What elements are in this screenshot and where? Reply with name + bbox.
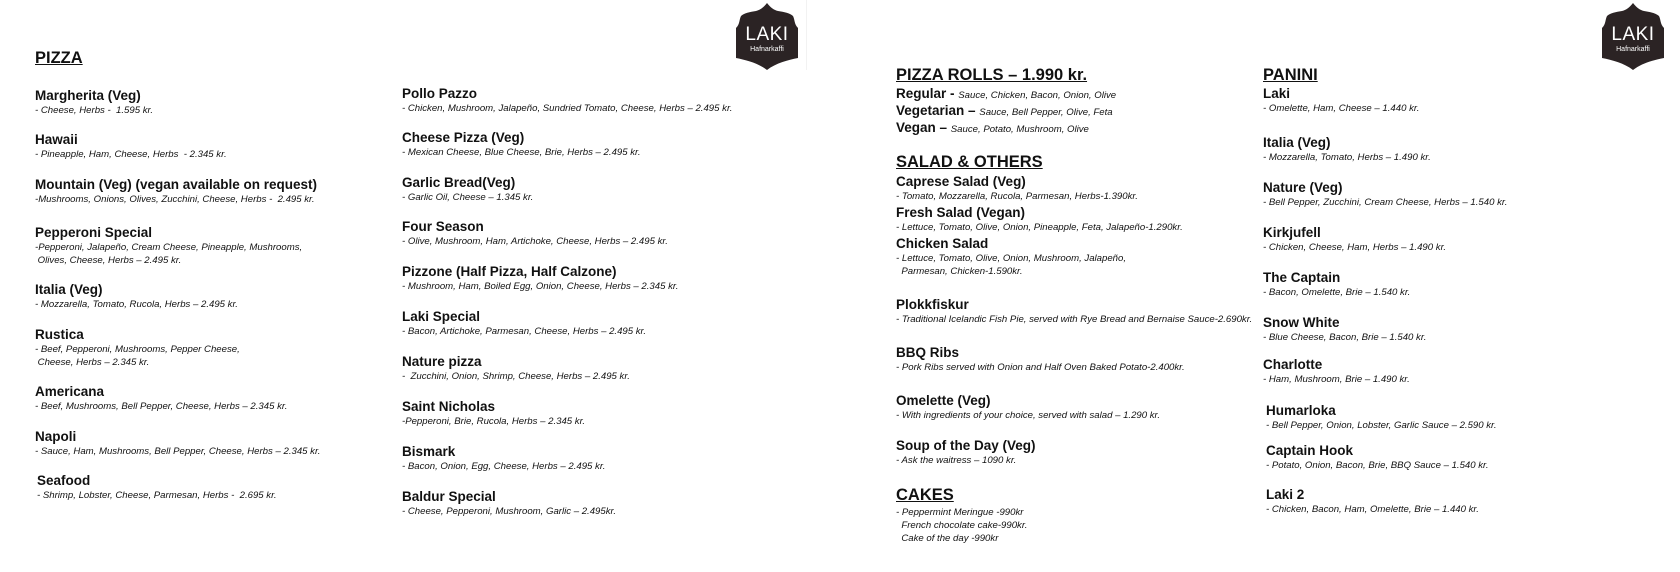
menu-item: [35, 132, 227, 161]
item-name: Garlic Bread(Veg): [402, 175, 516, 190]
item-description: Sauce, Chicken, Bacon, Onion, Olive: [958, 90, 1117, 101]
menu-item: [896, 120, 1089, 138]
menu-item: [1266, 443, 1489, 472]
menu-item: [1263, 86, 1419, 115]
menu-item: [402, 175, 533, 204]
item-name: Laki: [1263, 86, 1291, 101]
item-name: BBQ Ribs: [896, 345, 960, 360]
item-name: Plokkfiskur: [896, 297, 969, 312]
item-description: - Mozzarella, Tomato, Herbs – 1.490 kr.: [1263, 152, 1431, 163]
item-description: -Pepperoni, Jalapeño, Cream Cheese, Pineapple, Mushrooms, Olives, Cheese, Herbs – 2.495 kr.: [35, 242, 303, 266]
item-name: Caprese Salad (Veg): [896, 174, 1026, 189]
menu-item: [1263, 180, 1507, 209]
menu-item: [35, 429, 320, 458]
item-description: - Blue Cheese, Bacon, Brie – 1.540 kr.: [1263, 332, 1427, 343]
item-name: Nature (Veg): [1263, 180, 1343, 195]
menu-item: [896, 174, 1138, 203]
item-name: Nature pizza: [402, 354, 482, 369]
item-name: [896, 86, 1116, 104]
item-description: - Chicken, Mushroom, Jalapeño, Sundried Tomato, Cheese, Herbs – 2.495 kr.: [402, 103, 733, 114]
menu-item: [37, 473, 277, 502]
menu-item: [402, 444, 605, 473]
menu-item: [402, 399, 585, 428]
item-name: Mountain (Veg) (vegan available on request): [35, 177, 318, 192]
menu-item: [35, 282, 238, 311]
menu-item: [402, 309, 646, 338]
item-name: Humarloka: [1266, 403, 1336, 418]
menu-item: [896, 103, 1113, 121]
item-description: Sauce, Bell Pepper, Olive, Feta: [979, 107, 1113, 118]
item-description: - Chicken, Cheese, Ham, Herbs – 1.490 kr.: [1263, 242, 1447, 253]
item-name: Laki 2: [1266, 487, 1305, 502]
cakes-heading: CAKES: [896, 486, 954, 504]
item-name: Captain Hook: [1266, 443, 1354, 458]
item-name: The Captain: [1263, 270, 1341, 285]
item-name: Cheese Pizza (Veg): [402, 130, 525, 145]
menu-item: [402, 489, 616, 518]
item-name: Rustica: [35, 327, 84, 342]
menu-item: [1263, 270, 1410, 299]
item-name: Snow White: [1263, 315, 1340, 330]
item-description: -Pepperoni, Brie, Rucola, Herbs – 2.345 kr.: [402, 416, 586, 427]
pizza-heading: PIZZA: [35, 49, 83, 67]
item-name: Omelette (Veg): [896, 393, 991, 408]
item-description: - Ask the waitress – 1090 kr.: [896, 455, 1017, 466]
item-description: - Mushroom, Ham, Boiled Egg, Onion, Cheese, Herbs – 2.345 kr.: [402, 281, 679, 292]
item-name: Americana: [35, 384, 105, 399]
item-description: - Bacon, Omelette, Brie – 1.540 kr.: [1263, 287, 1411, 298]
menu-item: [896, 345, 1185, 374]
item-name: Kirkjufell: [1263, 225, 1321, 240]
pizza-rolls-heading: PIZZA ROLLS – 1.990 kr.: [896, 66, 1088, 84]
cake-item: French chocolate cake-990kr.: [896, 520, 1028, 531]
menu-item: [896, 393, 1160, 422]
menu-item: [402, 264, 678, 293]
item-description: - With ingredients of your choice, served with salad – 1.290 kr.: [896, 410, 1161, 421]
menu-item: [402, 219, 668, 248]
item-description: -Mushrooms, Onions, Olives, Zucchini, Cheese, Herbs - 2.495 kr.: [35, 194, 315, 205]
menu-item: [35, 384, 287, 413]
item-name: Pizzone (Half Pizza, Half Calzone): [402, 264, 617, 279]
item-name: Pepperoni Special: [35, 225, 153, 240]
item-description: - Garlic Oil, Cheese – 1.345 kr.: [402, 192, 534, 203]
item-name: [896, 120, 1089, 138]
item-description: - Omelette, Ham, Cheese – 1.440 kr.: [1263, 103, 1420, 114]
item-description: - Ham, Mushroom, Brie – 1.490 kr.: [1263, 374, 1410, 385]
item-name-text: Regular -: [896, 86, 959, 101]
item-description: - Cheese, Pepperoni, Mushroom, Garlic – 2.495kr.: [402, 506, 617, 517]
item-description: - Mexican Cheese, Blue Cheese, Brie, Herbs – 2.495 kr.: [402, 147, 641, 158]
menu-item: [35, 327, 240, 369]
menu-item: [35, 88, 153, 117]
menu-item: [35, 225, 302, 267]
laki-logo-right: [1596, 2, 1670, 70]
item-name: Four Season: [402, 219, 484, 234]
item-description: - Zucchini, Onion, Shrimp, Cheese, Herbs – 2.495 kr.: [402, 371, 630, 382]
item-description: - Olive, Mushroom, Ham, Artichoke, Cheese, Herbs – 2.495 kr.: [402, 236, 668, 247]
logo-name: LAKI: [1611, 24, 1655, 45]
menu-item: [1263, 357, 1410, 386]
cake-item: - Peppermint Meringue -990kr: [896, 507, 1024, 518]
item-description: - Bacon, Artichoke, Parmesan, Cheese, Herbs – 2.495 kr.: [402, 326, 647, 337]
item-name: [896, 103, 1113, 121]
menu-item: [402, 130, 641, 159]
menu-item: [1263, 315, 1426, 344]
item-name: Bismark: [402, 444, 456, 459]
item-description: - Shrimp, Lobster, Cheese, Parmesan, Herbs - 2.695 kr.: [37, 490, 277, 501]
item-description: - Bacon, Onion, Egg, Cheese, Herbs – 2.495 kr.: [402, 461, 606, 472]
item-name: Hawaii: [35, 132, 78, 147]
item-name: Baldur Special: [402, 489, 496, 504]
item-name: Saint Nicholas: [402, 399, 496, 414]
item-name: Laki Special: [402, 309, 481, 324]
item-name: Fresh Salad (Vegan): [896, 205, 1026, 220]
menu-item: [896, 236, 1126, 278]
salad-others-heading: SALAD & OTHERS: [896, 153, 1043, 171]
item-description: - Pineapple, Ham, Cheese, Herbs - 2.345 kr.: [35, 149, 227, 160]
menu-item: [1266, 487, 1479, 516]
laki-logo-left: [730, 2, 804, 70]
item-name-text: Vegetarian –: [896, 103, 980, 118]
item-name: Soup of the Day (Veg): [896, 438, 1036, 453]
logo-subtitle: Hafnarkaffi: [750, 46, 784, 53]
item-description: - Cheese, Herbs - 1.595 kr.: [35, 105, 154, 116]
item-description: - Bell Pepper, Onion, Lobster, Garlic Sauce – 2.590 kr.: [1266, 420, 1497, 431]
item-name: Charlotte: [1263, 357, 1323, 372]
logo-name: LAKI: [745, 24, 789, 45]
item-description: - Chicken, Bacon, Ham, Omelette, Brie – 1.440 kr.: [1266, 504, 1479, 515]
menu-item: [402, 86, 732, 115]
item-description: - Mozzarella, Tomato, Rucola, Herbs – 2.495 kr.: [35, 299, 238, 310]
menu-item: [896, 205, 1183, 234]
item-description: - Sauce, Ham, Mushrooms, Bell Pepper, Cheese, Herbs – 2.345 kr.: [35, 446, 321, 457]
item-name: Chicken Salad: [896, 236, 989, 251]
item-description: - Pork Ribs served with Onion and Half Oven Baked Potato-2.400kr.: [896, 362, 1185, 373]
menu-item: [1266, 403, 1497, 432]
item-description: - Traditional Icelandic Fish Pie, served with Rye Bread and Bernaise Sauce-2.690kr.: [896, 314, 1253, 325]
item-description: - Beef, Pepperoni, Mushrooms, Pepper Cheese, Cheese, Herbs – 2.345 kr.: [35, 344, 240, 368]
item-description: - Potato, Onion, Bacon, Brie, BBQ Sauce – 1.540 kr.: [1266, 460, 1489, 471]
cake-item: Cake of the day -990kr: [896, 533, 999, 544]
item-description: - Lettuce, Tomato, Olive, Onion, Mushroom, Jalapeño, Parmesan, Chicken-1.590kr.: [896, 253, 1127, 277]
item-name: Italia (Veg): [35, 282, 103, 297]
logo-subtitle: Hafnarkaffi: [1616, 46, 1650, 53]
menu-item: [35, 177, 317, 206]
menu-item: [896, 297, 1252, 326]
menu-item: [1263, 135, 1431, 164]
panini-heading: PANINI: [1263, 66, 1318, 84]
item-name: Italia (Veg): [1263, 135, 1331, 150]
item-name: Napoli: [35, 429, 77, 444]
item-description: - Bell Pepper, Zucchini, Cream Cheese, Herbs – 1.540 kr.: [1263, 197, 1508, 208]
menu-item: [896, 86, 1116, 104]
item-name-text: Vegan –: [896, 120, 951, 135]
item-name: Margherita (Veg): [35, 88, 141, 103]
item-description: - Lettuce, Tomato, Olive, Onion, Pineapple, Feta, Jalapeño-1.290kr.: [896, 222, 1183, 233]
page-divider: [806, 0, 807, 70]
item-description: - Tomato, Mozzarella, Rucola, Parmesan, Herbs-1.390kr.: [896, 191, 1138, 202]
menu-item: [402, 354, 630, 383]
item-name: Pollo Pazzo: [402, 86, 478, 101]
item-name: Seafood: [37, 473, 91, 488]
item-description: Sauce, Potato, Mushroom, Olive: [950, 124, 1089, 135]
item-description: - Beef, Mushrooms, Bell Pepper, Cheese, Herbs – 2.345 kr.: [35, 401, 288, 412]
menu-item: [896, 438, 1036, 467]
menu-item: [1263, 225, 1446, 254]
